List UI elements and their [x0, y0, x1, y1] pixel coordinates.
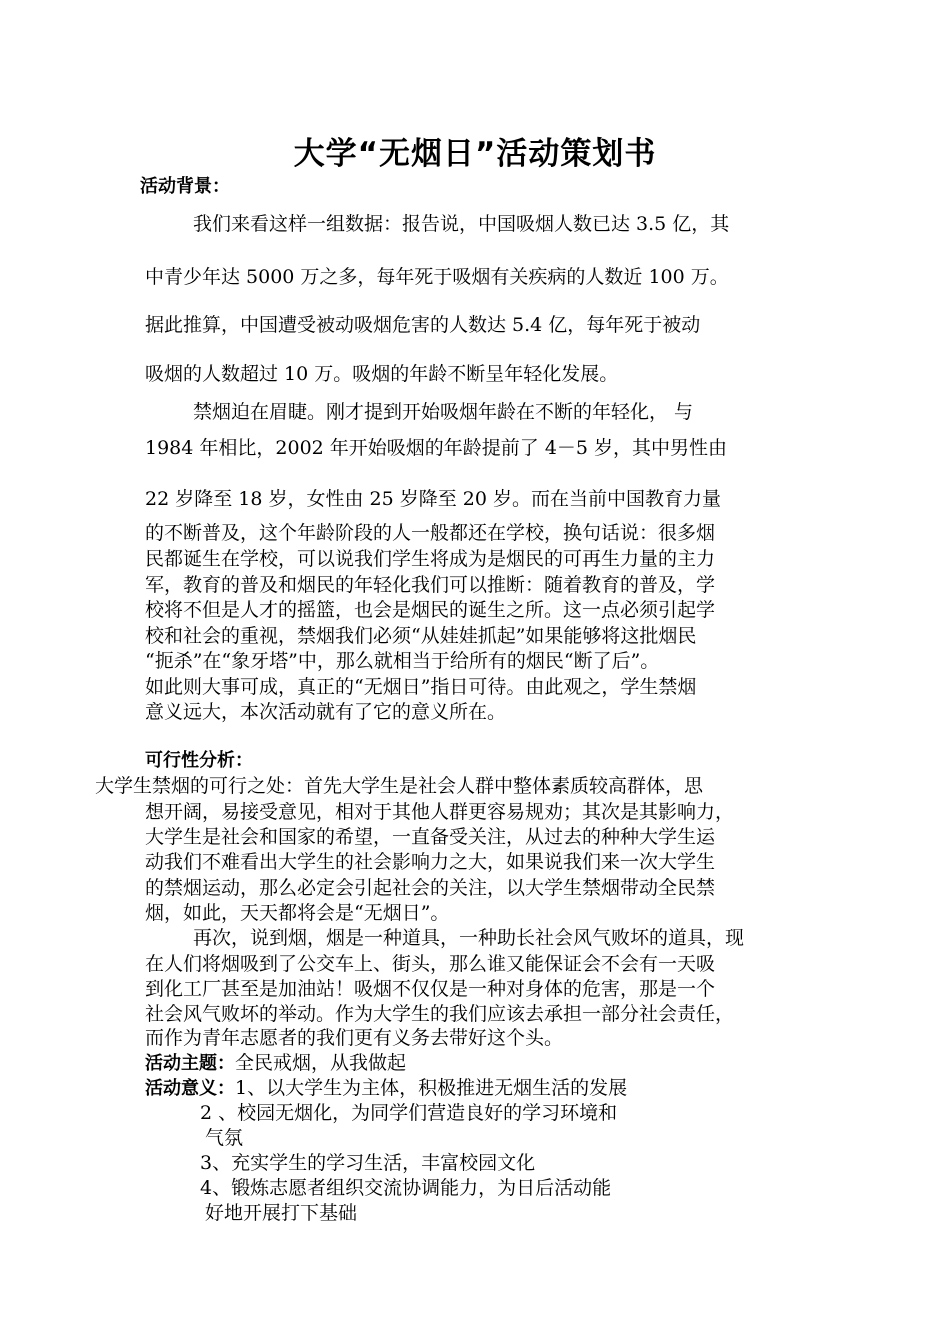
document-title: 大学“无烟日”活动策划书 [293, 136, 657, 172]
feasibility-line-8: 在人们将烟吸到了公交车上、街头，那么谁又能保证会不会有一天吸 [145, 953, 716, 975]
feasibility-line-5: 的禁烟运动，那么必定会引起社会的关注，以大学生禁烟带动全民禁 [145, 877, 716, 899]
feasibility-line-7: 再次，说到烟，烟是一种道具，一种助长社会风气败坏的道具，现 [193, 927, 745, 949]
significance-item-2: 2 、校园无烟化，为同学们营造良好的学习环境和 [200, 1102, 618, 1124]
background-line-15: 意义远大，本次活动就有了它的意义所在。 [145, 701, 507, 723]
background-heading: 活动背景： [140, 176, 230, 197]
background-line-5: 禁烟迫在眉睫。刚才提到开始吸烟年龄在不断的年轻化， 与 [193, 401, 694, 423]
feasibility-line-3: 大学生是社会和国家的希望，一直备受关注，从过去的种种大学生运 [145, 826, 716, 848]
feasibility-line-4: 动我们不难看出大学生的社会影响力之大，如果说我们来一次大学生 [145, 851, 716, 873]
significance-item-3: 3、充实学生的学习生活，丰富校园文化 [200, 1152, 536, 1174]
significance-item-4-cont: 好地开展打下基础 [205, 1202, 358, 1224]
background-line-11: 校将不但是人才的摇篮，也会是烟民的诞生之所。这一点必须引起学 [145, 599, 716, 621]
background-line-4: 吸烟的人数超过 10 万。吸烟的年龄不断呈年轻化发展。 [145, 363, 619, 385]
theme-row [145, 1051, 406, 1076]
significance-row-1 [145, 1076, 627, 1101]
background-line-2: 中青少年达 5000 万之多，每年死于吸烟有关疾病的人数近 100 万。 [145, 266, 729, 288]
background-line-10: 军，教育的普及和烟民的年轻化我们可以推断：随着教育的普及，学 [145, 574, 716, 596]
significance-item-4: 4、锻炼志愿者组织交流协调能力，为日后活动能 [200, 1177, 612, 1199]
feasibility-line-10: 社会风气败坏的举动。作为大学生的我们应该去承担一部分社会责任， [145, 1003, 735, 1025]
feasibility-line-6: 烟，如此，天天都将会是“无烟日”。 [145, 902, 450, 924]
background-line-12: 校和社会的重视，禁烟我们必须“从娃娃抓起”如果能够将这批烟民 [145, 625, 697, 647]
background-line-14: 如此则大事可成，真正的“无烟日”指日可待。由此观之，学生禁烟 [145, 676, 697, 698]
significance-heading: 活动意义： [145, 1078, 235, 1099]
feasibility-line-1: 大学生禁烟的可行之处：首先大学生是社会人群中整体素质较高群体，思 [95, 775, 704, 797]
background-line-8: 的不断普及，这个年龄阶段的人一般都还在学校，换句话说：很多烟 [145, 522, 716, 544]
feasibility-heading: 可行性分析： [145, 750, 253, 771]
background-line-3: 据此推算，中国遭受被动吸烟危害的人数达 5.4 亿，每年死于被动 [145, 314, 701, 336]
feasibility-line-11: 而作为青年志愿者的我们更有义务去带好这个头。 [145, 1027, 564, 1049]
background-line-7: 22 岁降至 18 岁，女性由 25 岁降至 20 岁。而在当前中国教育力量 [145, 488, 721, 510]
background-line-1: 我们来看这样一组数据：报告说，中国吸烟人数已达 3.5 亿，其 [193, 213, 730, 235]
background-line-6: 1984 年相比，2002 年开始吸烟的年龄提前了 4－5 岁，其中男性由 [145, 437, 728, 459]
significance-item-2-cont: 气氛 [205, 1127, 244, 1149]
theme-heading: 活动主题： [145, 1053, 235, 1074]
theme-text: 全民戒烟，从我做起 [235, 1052, 407, 1074]
feasibility-line-9: 到化工厂甚至是加油站！吸烟不仅仅是一种对身体的危害，那是一个 [145, 978, 716, 1000]
feasibility-line-2: 想开阔，易接受意见，相对于其他人群更容易规劝；其次是其影响力， [145, 801, 735, 823]
background-line-13: “扼杀”在“象牙塔”中，那么就相当于给所有的烟民“断了后”。 [145, 650, 660, 672]
background-line-9: 民都诞生在学校，可以说我们学生将成为是烟民的可再生力量的主力 [145, 548, 716, 570]
significance-item-1: 1、以大学生为主体，积极推进无烟生活的发展 [235, 1077, 628, 1099]
